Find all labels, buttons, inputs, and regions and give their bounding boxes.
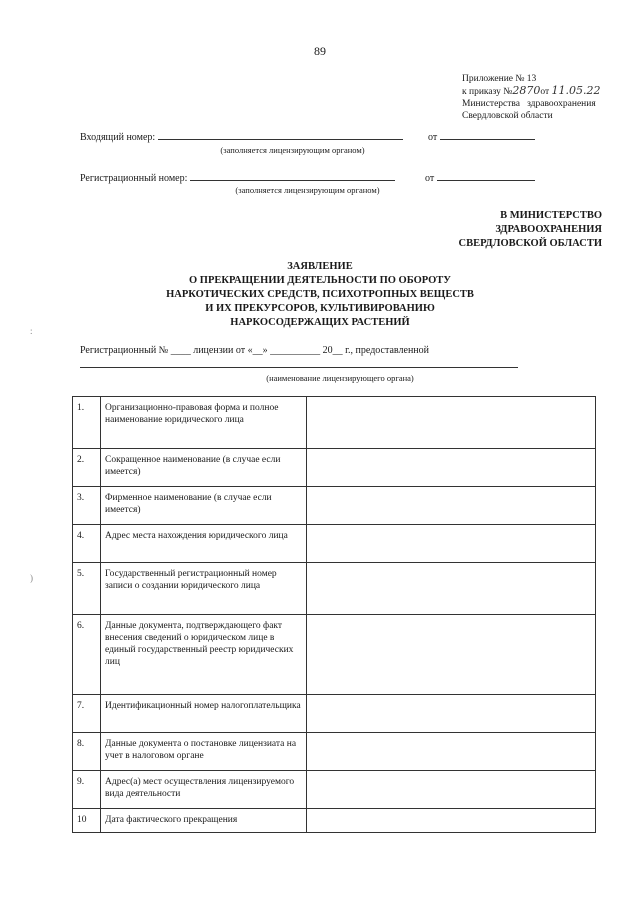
annex-order-date: 11.05.22 <box>551 84 601 97</box>
row-label: Адрес(а) мест осуществления лицензируемого вида деятельности <box>101 771 307 809</box>
row-number: 7. <box>73 695 101 733</box>
row-number: 2. <box>73 449 101 487</box>
row-value-cell[interactable] <box>307 563 596 615</box>
document-title <box>0 260 640 330</box>
row-label: Адрес места нахождения юридического лица <box>101 525 307 563</box>
annex-line3: Министерства здравоохранения <box>462 99 596 109</box>
table-row <box>73 695 596 733</box>
row-label: Сокращенное наименование (в случае если имеется) <box>101 449 307 487</box>
annex-order-number: 2870 <box>512 84 541 97</box>
row-value-cell[interactable] <box>307 695 596 733</box>
row-number: 9. <box>73 771 101 809</box>
table-row <box>73 615 596 695</box>
row-value-cell[interactable] <box>307 771 596 809</box>
addressee-line: В МИНИСТЕРСТВО <box>500 210 602 221</box>
row-number: 5. <box>73 563 101 615</box>
row-number: 8. <box>73 733 101 771</box>
registration-note: (заполняется лицензирующим органом) <box>235 185 380 195</box>
annex-block <box>462 73 600 122</box>
row-label: Дата фактического прекращения <box>101 809 307 833</box>
incoming-number-row <box>80 129 403 143</box>
row-value-cell[interactable] <box>307 525 596 563</box>
incoming-date-field[interactable] <box>440 129 535 140</box>
row-label: Данные документа, подтверждающего факт внесения сведений о юридическом лице в единый государственный реестр юридических лиц <box>101 615 307 695</box>
annex-line4: Свердловской области <box>462 111 553 121</box>
table-row <box>73 487 596 525</box>
row-number: 1. <box>73 397 101 449</box>
addressee-line: СВЕРДЛОВСКОЙ ОБЛАСТИ <box>458 238 602 249</box>
data-table <box>72 396 596 833</box>
registration-date-field[interactable] <box>437 170 535 181</box>
incoming-number-field[interactable] <box>158 129 403 140</box>
table-row <box>73 771 596 809</box>
page-number: 89 <box>314 44 326 58</box>
title-line: НАРКОСОДЕРЖАЩИХ РАСТЕНИЙ <box>230 317 410 328</box>
annex-line2 <box>462 85 600 98</box>
annex-order-prefix: к приказу № <box>462 87 513 97</box>
row-value-cell[interactable] <box>307 397 596 449</box>
table-row <box>73 563 596 615</box>
title-line: НАРКОТИЧЕСКИХ СРЕДСТВ, ПСИХОТРОПНЫХ ВЕЩЕСТВ <box>166 289 474 300</box>
row-number: 6. <box>73 615 101 695</box>
annex-from-label: от <box>540 87 550 97</box>
registration-number-row <box>80 170 395 184</box>
margin-mark: : <box>30 326 33 336</box>
margin-mark: ) <box>30 573 33 583</box>
title-line: И ИХ ПРЕКУРСОРОВ, КУЛЬТИВИРОВАНИЮ <box>205 303 435 314</box>
row-number: 3. <box>73 487 101 525</box>
row-value-cell[interactable] <box>307 733 596 771</box>
addressee <box>459 209 602 251</box>
registration-date-row <box>425 170 535 184</box>
row-label: Государственный регистрационный номер записи о создании юридического лица <box>101 563 307 615</box>
row-label: Данные документа о постановке лицензиата на учет в налоговом органе <box>101 733 307 771</box>
registration-number-field[interactable] <box>190 170 395 181</box>
title-line: О ПРЕКРАЩЕНИИ ДЕЯТЕЛЬНОСТИ ПО ОБОРОТУ <box>189 275 451 286</box>
incoming-note: (заполняется лицензирующим органом) <box>220 145 365 155</box>
incoming-date-row <box>428 129 535 143</box>
licensing-authority-field[interactable] <box>80 367 518 368</box>
table-row <box>73 397 596 449</box>
annex-line1: Приложение № 13 <box>462 74 537 84</box>
row-label: Организационно-правовая форма и полное наименование юридического лица <box>101 397 307 449</box>
table-row <box>73 809 596 833</box>
row-value-cell[interactable] <box>307 449 596 487</box>
row-value-cell[interactable] <box>307 615 596 695</box>
row-number: 10 <box>73 809 101 833</box>
incoming-number-label: Входящий номер: <box>80 132 156 143</box>
registration-number-label: Регистрационный номер: <box>80 173 188 184</box>
license-note: (наименование лицензирующего органа) <box>266 373 414 383</box>
row-value-cell[interactable] <box>307 809 596 833</box>
row-number: 4. <box>73 525 101 563</box>
title-line: ЗАЯВЛЕНИЕ <box>287 261 353 272</box>
row-label: Идентификационный номер налогоплательщика <box>101 695 307 733</box>
license-line: Регистрационный № ____ лицензии от «__» __________ 20__ г., предоставленной <box>80 345 429 356</box>
incoming-from-label: от <box>428 132 438 143</box>
table-row <box>73 525 596 563</box>
registration-from-label: от <box>425 173 435 184</box>
row-label: Фирменное наименование (в случае если имеется) <box>101 487 307 525</box>
table-row <box>73 449 596 487</box>
addressee-line: ЗДРАВООХРАНЕНИЯ <box>495 224 602 235</box>
row-value-cell[interactable] <box>307 487 596 525</box>
table-row <box>73 733 596 771</box>
